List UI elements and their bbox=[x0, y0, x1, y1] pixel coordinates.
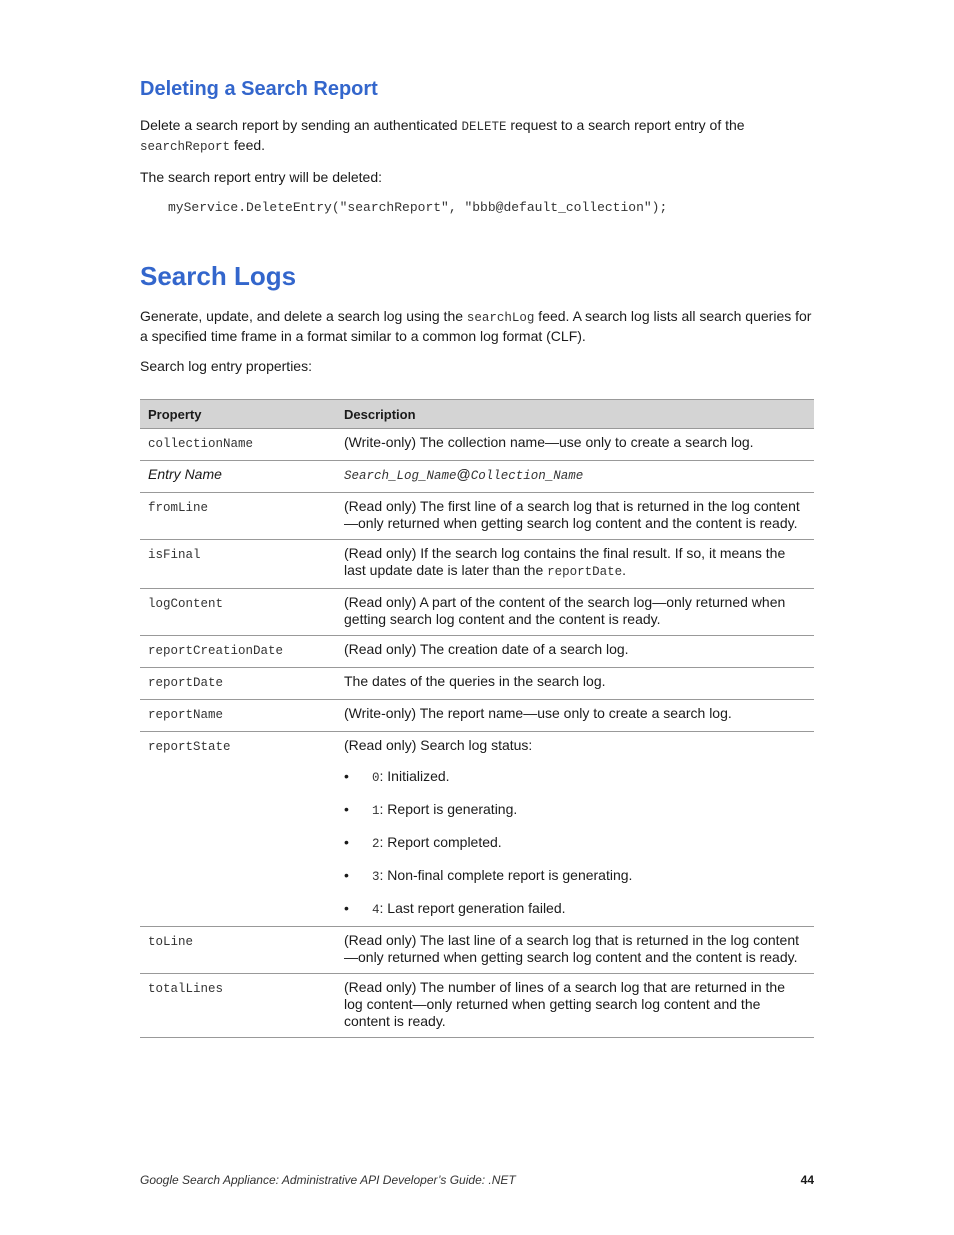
property-cell bbox=[140, 636, 336, 668]
status-code: 3 bbox=[372, 870, 380, 884]
text-span: @ bbox=[456, 466, 471, 482]
property-name: reportDate bbox=[148, 676, 224, 690]
section-heading-deleting-report: Deleting a Search Report bbox=[140, 78, 378, 100]
description-cell: The dates of the queries in the search log. bbox=[336, 668, 814, 700]
list-item bbox=[344, 801, 806, 820]
status-text: : Initialized. bbox=[379, 768, 450, 784]
description-cell bbox=[336, 540, 814, 589]
table-row bbox=[140, 974, 814, 1038]
table-row bbox=[140, 927, 814, 974]
text-span: . bbox=[622, 562, 627, 578]
property-name: reportState bbox=[148, 740, 231, 754]
table-row bbox=[140, 589, 814, 636]
description-cell: (Write-only) The collection name—use only to create a search log. bbox=[336, 429, 814, 461]
property-cell bbox=[140, 927, 336, 974]
text-span: feed. A search log lists all search queries for a specified time frame in a format similar to a common log format (CLF). bbox=[140, 308, 812, 344]
property-cell bbox=[140, 700, 336, 732]
property-name: isFinal bbox=[148, 548, 201, 562]
property-cell bbox=[140, 732, 336, 927]
status-code: 1 bbox=[372, 804, 380, 818]
table-row bbox=[140, 429, 814, 461]
code-example: myService.DeleteEntry("searchReport", "bbb@default_collection"); bbox=[168, 200, 668, 215]
inline-code-delete: DELETE bbox=[461, 120, 507, 134]
list-item bbox=[344, 834, 806, 853]
paragraph-properties-label: Search log entry properties: bbox=[140, 358, 312, 374]
paragraph-delete-intro bbox=[140, 116, 814, 156]
footer-title: Google Search Appliance: Administrative API Developer’s Guide: .NET bbox=[140, 1173, 516, 1187]
description-cell: (Write-only) The report name—use only to create a search log. bbox=[336, 700, 814, 732]
table-row bbox=[140, 540, 814, 589]
inline-code-searchlog: searchLog bbox=[466, 311, 535, 325]
text-span: (Read only) If the search log contains the final result. If so, it means the last update date is later than the bbox=[344, 545, 786, 578]
description-cell: (Read only) The last line of a search log that is returned in the log content—only returned when getting search log content and the content is ready. bbox=[336, 927, 814, 974]
property-name: logContent bbox=[148, 597, 224, 611]
status-text: : Last report generation failed. bbox=[379, 900, 566, 916]
description-cell: (Read only) A part of the content of the search log—only returned when getting search log content and the content is ready. bbox=[336, 589, 814, 636]
section-heading-search-logs: Search Logs bbox=[140, 261, 297, 291]
inline-code-searchreport: searchReport bbox=[140, 140, 231, 154]
property-cell bbox=[140, 493, 336, 540]
property-name: totalLines bbox=[148, 982, 224, 996]
property-name: fromLine bbox=[148, 501, 209, 515]
page-content bbox=[140, 76, 814, 1038]
status-text: : Report is generating. bbox=[379, 801, 518, 817]
status-code: 2 bbox=[372, 837, 380, 851]
table-row bbox=[140, 668, 814, 700]
status-text: : Non-final complete report is generating. bbox=[379, 867, 633, 883]
page-footer bbox=[140, 1173, 814, 1187]
description-cell: (Read only) The number of lines of a search log that are returned in the log content—only returned when getting search log content and the content is ready. bbox=[336, 974, 814, 1038]
description-cell bbox=[336, 461, 814, 493]
property-cell bbox=[140, 540, 336, 589]
inline-code-reportdate: reportDate bbox=[547, 565, 623, 579]
property-name: toLine bbox=[148, 935, 194, 949]
list-item bbox=[344, 900, 806, 919]
status-code: 0 bbox=[372, 771, 380, 785]
text-span: feed. bbox=[230, 137, 266, 153]
property-name: collectionName bbox=[148, 437, 254, 451]
page-number: 44 bbox=[800, 1173, 814, 1187]
table-row bbox=[140, 493, 814, 540]
header-description: Description bbox=[336, 400, 814, 429]
table-row bbox=[140, 732, 814, 927]
list-item bbox=[344, 867, 806, 886]
table-row bbox=[140, 461, 814, 493]
description-cell bbox=[336, 732, 814, 927]
text-span: Search_Log_Name bbox=[344, 469, 457, 483]
status-code: 4 bbox=[372, 903, 380, 917]
paragraph-search-logs-intro bbox=[140, 307, 814, 345]
header-property: Property bbox=[140, 400, 336, 429]
list-item bbox=[344, 768, 806, 787]
description-cell: (Read only) The first line of a search log that is returned in the log content—only returned when getting search log content and the content is ready. bbox=[336, 493, 814, 540]
text-span: Collection_Name bbox=[470, 469, 584, 483]
table-header-row bbox=[140, 400, 814, 429]
property-name: reportName bbox=[148, 708, 224, 722]
property-cell bbox=[140, 589, 336, 636]
properties-table bbox=[140, 399, 814, 1038]
property-cell bbox=[140, 429, 336, 461]
property-name: Entry Name bbox=[140, 461, 336, 493]
table-row bbox=[140, 700, 814, 732]
property-cell bbox=[140, 668, 336, 700]
status-text: : Report completed. bbox=[379, 834, 502, 850]
table-row bbox=[140, 636, 814, 668]
paragraph-delete-result: The search report entry will be deleted: bbox=[140, 169, 383, 185]
text-span: Delete a search report by sending an authenticated bbox=[140, 117, 462, 133]
status-intro: (Read only) Search log status: bbox=[344, 737, 533, 753]
property-cell bbox=[140, 974, 336, 1038]
status-list bbox=[344, 768, 806, 919]
text-span: Generate, update, and delete a search log using the bbox=[140, 308, 467, 324]
description-cell: (Read only) The creation date of a search log. bbox=[336, 636, 814, 668]
text-span: request to a search report entry of the bbox=[506, 117, 745, 133]
property-name: reportCreationDate bbox=[148, 644, 284, 658]
